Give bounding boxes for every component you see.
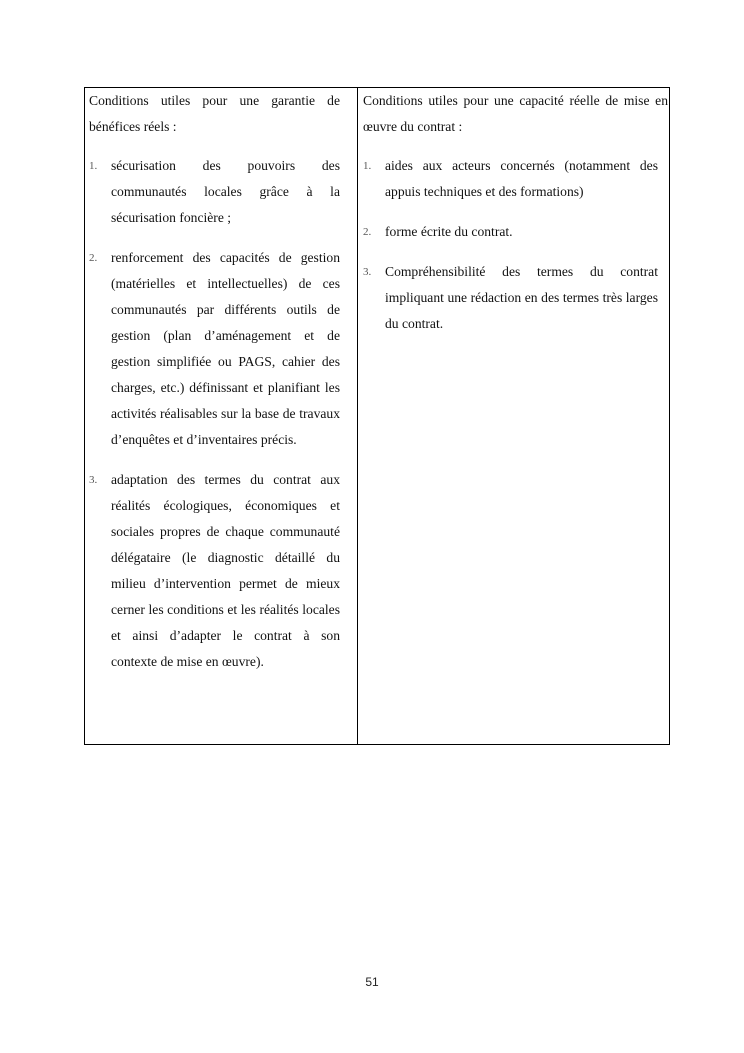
list-item-number: 2. bbox=[89, 252, 98, 264]
right-column bbox=[358, 88, 669, 744]
list-item bbox=[89, 467, 340, 675]
list-item-text: adaptation des termes du contrat aux réalités écologiques, économiques et sociales propres de chaque communauté délégataire (le diagnostic détaillé du milieu d’intervention permet de mieux cerner les conditions et les réalités locales et ainsi d’adapter le contrat à son contexte de mise en œuvre). bbox=[111, 472, 340, 669]
list-item bbox=[363, 259, 668, 337]
list-item-text: renforcement des capacités de gestion (matérielles et intellectuelles) de ces communautés par différents outils de gestion (plan d’aménagement et de gestion simplifiée ou PAGS, cahier des charges, etc.) définissant et planifiant les activités réalisables sur la base de travaux d’enquêtes et d’inventaires précis. bbox=[111, 250, 340, 447]
list-item bbox=[363, 219, 668, 245]
list-item bbox=[89, 245, 340, 453]
list-item-number: 1. bbox=[89, 160, 98, 172]
left-column bbox=[85, 88, 358, 744]
left-column-header: Conditions utiles pour une garantie de bénéfices réels : bbox=[89, 93, 340, 134]
list-item bbox=[363, 153, 668, 205]
left-column-list bbox=[89, 153, 340, 675]
list-item-number: 2. bbox=[363, 226, 372, 238]
conditions-table bbox=[84, 87, 670, 745]
list-item-text: Compréhensibilité des termes du contrat impliquant une rédaction en des termes très larges du contrat. bbox=[385, 264, 658, 331]
list-item-text: aides aux acteurs concernés (notamment des appuis techniques et des formations) bbox=[385, 158, 658, 199]
right-column-header: Conditions utiles pour une capacité réelle de mise en œuvre du contrat : bbox=[363, 93, 668, 134]
right-column-list bbox=[363, 153, 668, 337]
list-item-number: 3. bbox=[363, 266, 372, 278]
list-item-text: sécurisation des pouvoirs des communautés locales grâce à la sécurisation foncière ; bbox=[111, 158, 340, 225]
list-item-text: forme écrite du contrat. bbox=[385, 224, 513, 239]
list-item-number: 1. bbox=[363, 160, 372, 172]
page-number: 51 bbox=[365, 975, 379, 989]
list-item-number: 3. bbox=[89, 474, 98, 486]
list-item bbox=[89, 153, 340, 231]
